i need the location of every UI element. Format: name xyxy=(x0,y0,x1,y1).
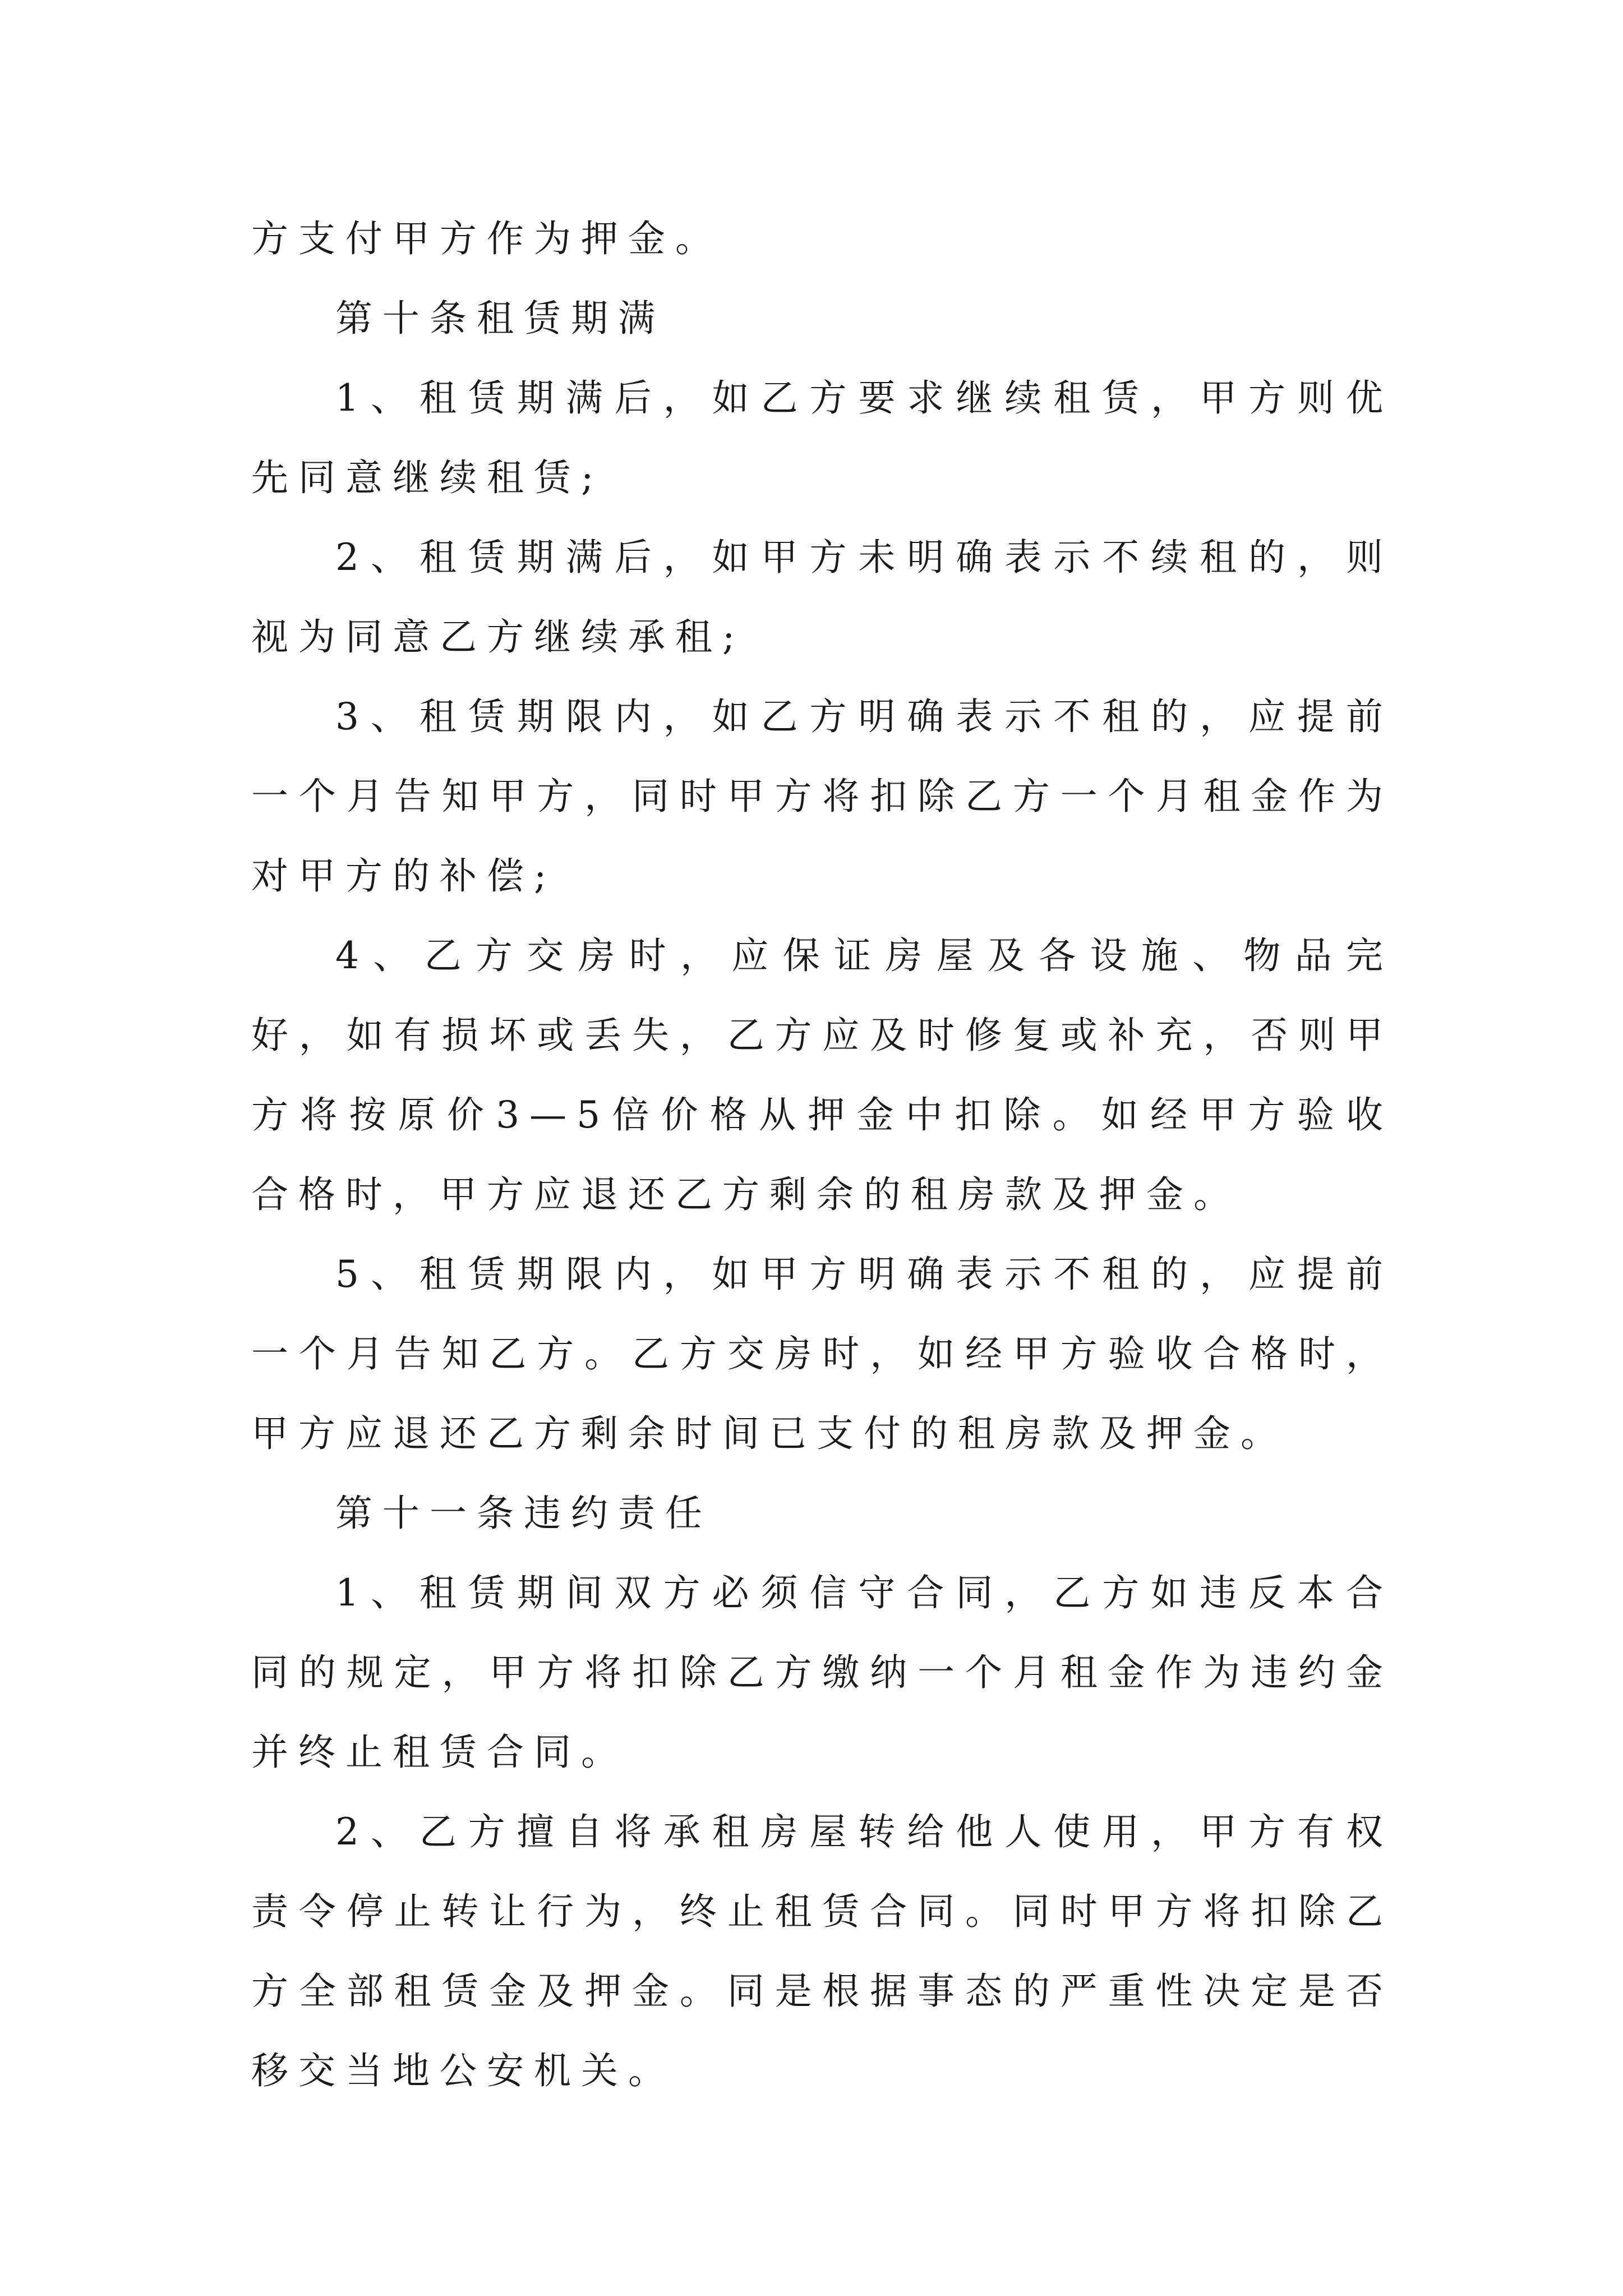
paragraph-article-10-item-5: 5、租赁期限内，如甲方明确表示不租的，应提前一个月告知乙方。乙方交房时，如经甲方验收合格时，甲方应退还乙方剩余时间已支付的租房款及押金。 xyxy=(251,1253,1393,1455)
document-body xyxy=(251,199,1393,2111)
paragraph-deposit-continuation: 方支付甲方作为押金。 xyxy=(251,217,722,260)
paragraph-article-10-item-4: 4、乙方交房时，应保证房屋及各设施、物品完好，如有损坏或丢失，乙方应及时修复或补充，否则甲方将按原价3—5倍价格从押金中扣除。如经甲方验收合格时，甲方应退还乙方剩余的租房款及押金。 xyxy=(251,934,1393,1216)
paragraph-article-11-item-1: 1、租赁期间双方必须信守合同，乙方如违反本合同的规定，甲方将扣除乙方缴纳一个月租金作为违约金并终止租赁合同。 xyxy=(251,1571,1393,1774)
paragraph-article-11-item-2: 2、乙方擅自将承租房屋转给他人使用，甲方有权责令停止转让行为，终止租赁合同。同时甲方将扣除乙方全部租赁金及押金。同是根据事态的严重性决定是否移交当地公安机关。 xyxy=(251,1810,1393,2092)
heading-article-10: 第十条租赁期满 xyxy=(335,297,665,340)
paragraph-article-10-item-3: 3、租赁期限内，如乙方明确表示不租的，应提前一个月告知甲方，同时甲方将扣除乙方一个月租金作为对甲方的补偿; xyxy=(251,695,1393,898)
heading-article-11: 第十一条违约责任 xyxy=(335,1492,712,1535)
paragraph-article-10-item-1: 1、租赁期满后，如乙方要求继续租赁，甲方则优先同意继续租赁; xyxy=(251,376,1393,499)
paragraph-article-10-item-2: 2、租赁期满后，如甲方未明确表示不续租的，则视为同意乙方继续承租; xyxy=(251,536,1393,659)
